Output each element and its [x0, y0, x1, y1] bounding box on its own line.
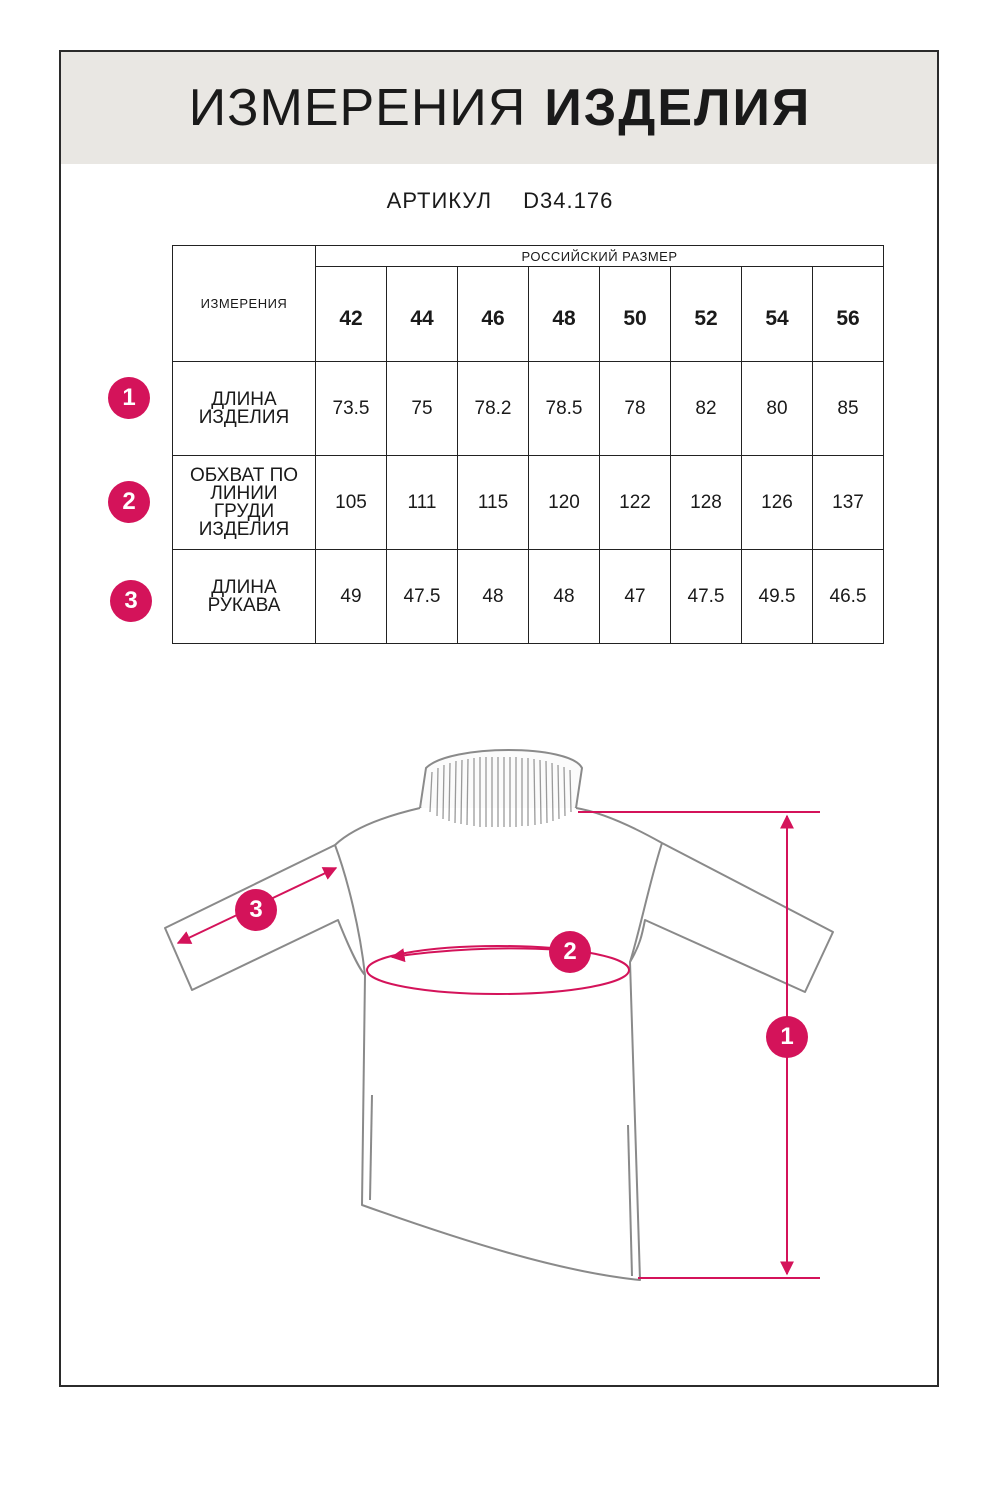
size-header: 48 [529, 267, 600, 362]
row-badge: 3 [110, 580, 152, 622]
table-cell: 46.5 [813, 550, 884, 644]
garment-outline [165, 750, 833, 1280]
article-code: D34.176 [523, 188, 614, 213]
table-cell: 120 [529, 456, 600, 550]
row-label: ОБХВАТ ПО ЛИНИИ ГРУДИ ИЗДЕЛИЯ [173, 456, 316, 550]
size-header: 52 [671, 267, 742, 362]
table-cell: 48 [458, 550, 529, 644]
table-cell: 75 [387, 362, 458, 456]
table-cell: 47.5 [387, 550, 458, 644]
table-corner-label: ИЗМЕРЕНИЯ [173, 246, 316, 362]
row-badge: 1 [108, 377, 150, 419]
table-cell: 48 [529, 550, 600, 644]
size-header: 54 [742, 267, 813, 362]
table-cell: 49 [316, 550, 387, 644]
garment-body [165, 808, 833, 1280]
table-cell: 126 [742, 456, 813, 550]
table-cell: 47 [600, 550, 671, 644]
table-cell: 82 [671, 362, 742, 456]
title-bold: ИЗДЕЛИЯ [544, 79, 812, 137]
size-header: 50 [600, 267, 671, 362]
length-marker: 1 [766, 1016, 808, 1058]
title-light: ИЗМЕРЕНИЯ [188, 79, 527, 137]
row-label: ДЛИНА ИЗДЕЛИЯ [173, 362, 316, 456]
table-cell: 78.5 [529, 362, 600, 456]
table-cell: 122 [600, 456, 671, 550]
table-cell: 78 [600, 362, 671, 456]
size-header: 56 [813, 267, 884, 362]
table-cell: 49.5 [742, 550, 813, 644]
article-label: АРТИКУЛ [386, 188, 493, 213]
table-cell: 111 [387, 456, 458, 550]
size-header: 44 [387, 267, 458, 362]
table-cell: 78.2 [458, 362, 529, 456]
chest-marker: 2 [549, 931, 591, 973]
table-cell: 128 [671, 456, 742, 550]
table-cell: 73.5 [316, 362, 387, 456]
table-cell: 115 [458, 456, 529, 550]
sleeve-marker: 3 [235, 889, 277, 931]
table-cell: 85 [813, 362, 884, 456]
size-header: 46 [458, 267, 529, 362]
table-cell: 47.5 [671, 550, 742, 644]
row-badge: 2 [108, 481, 150, 523]
table-cell: 105 [316, 456, 387, 550]
table-cell: 80 [742, 362, 813, 456]
table-cell: 137 [813, 456, 884, 550]
size-header: 42 [316, 267, 387, 362]
row-label: ДЛИНА РУКАВА [173, 550, 316, 644]
table-group-header: РОССИЙСКИЙ РАЗМЕР [316, 246, 884, 267]
